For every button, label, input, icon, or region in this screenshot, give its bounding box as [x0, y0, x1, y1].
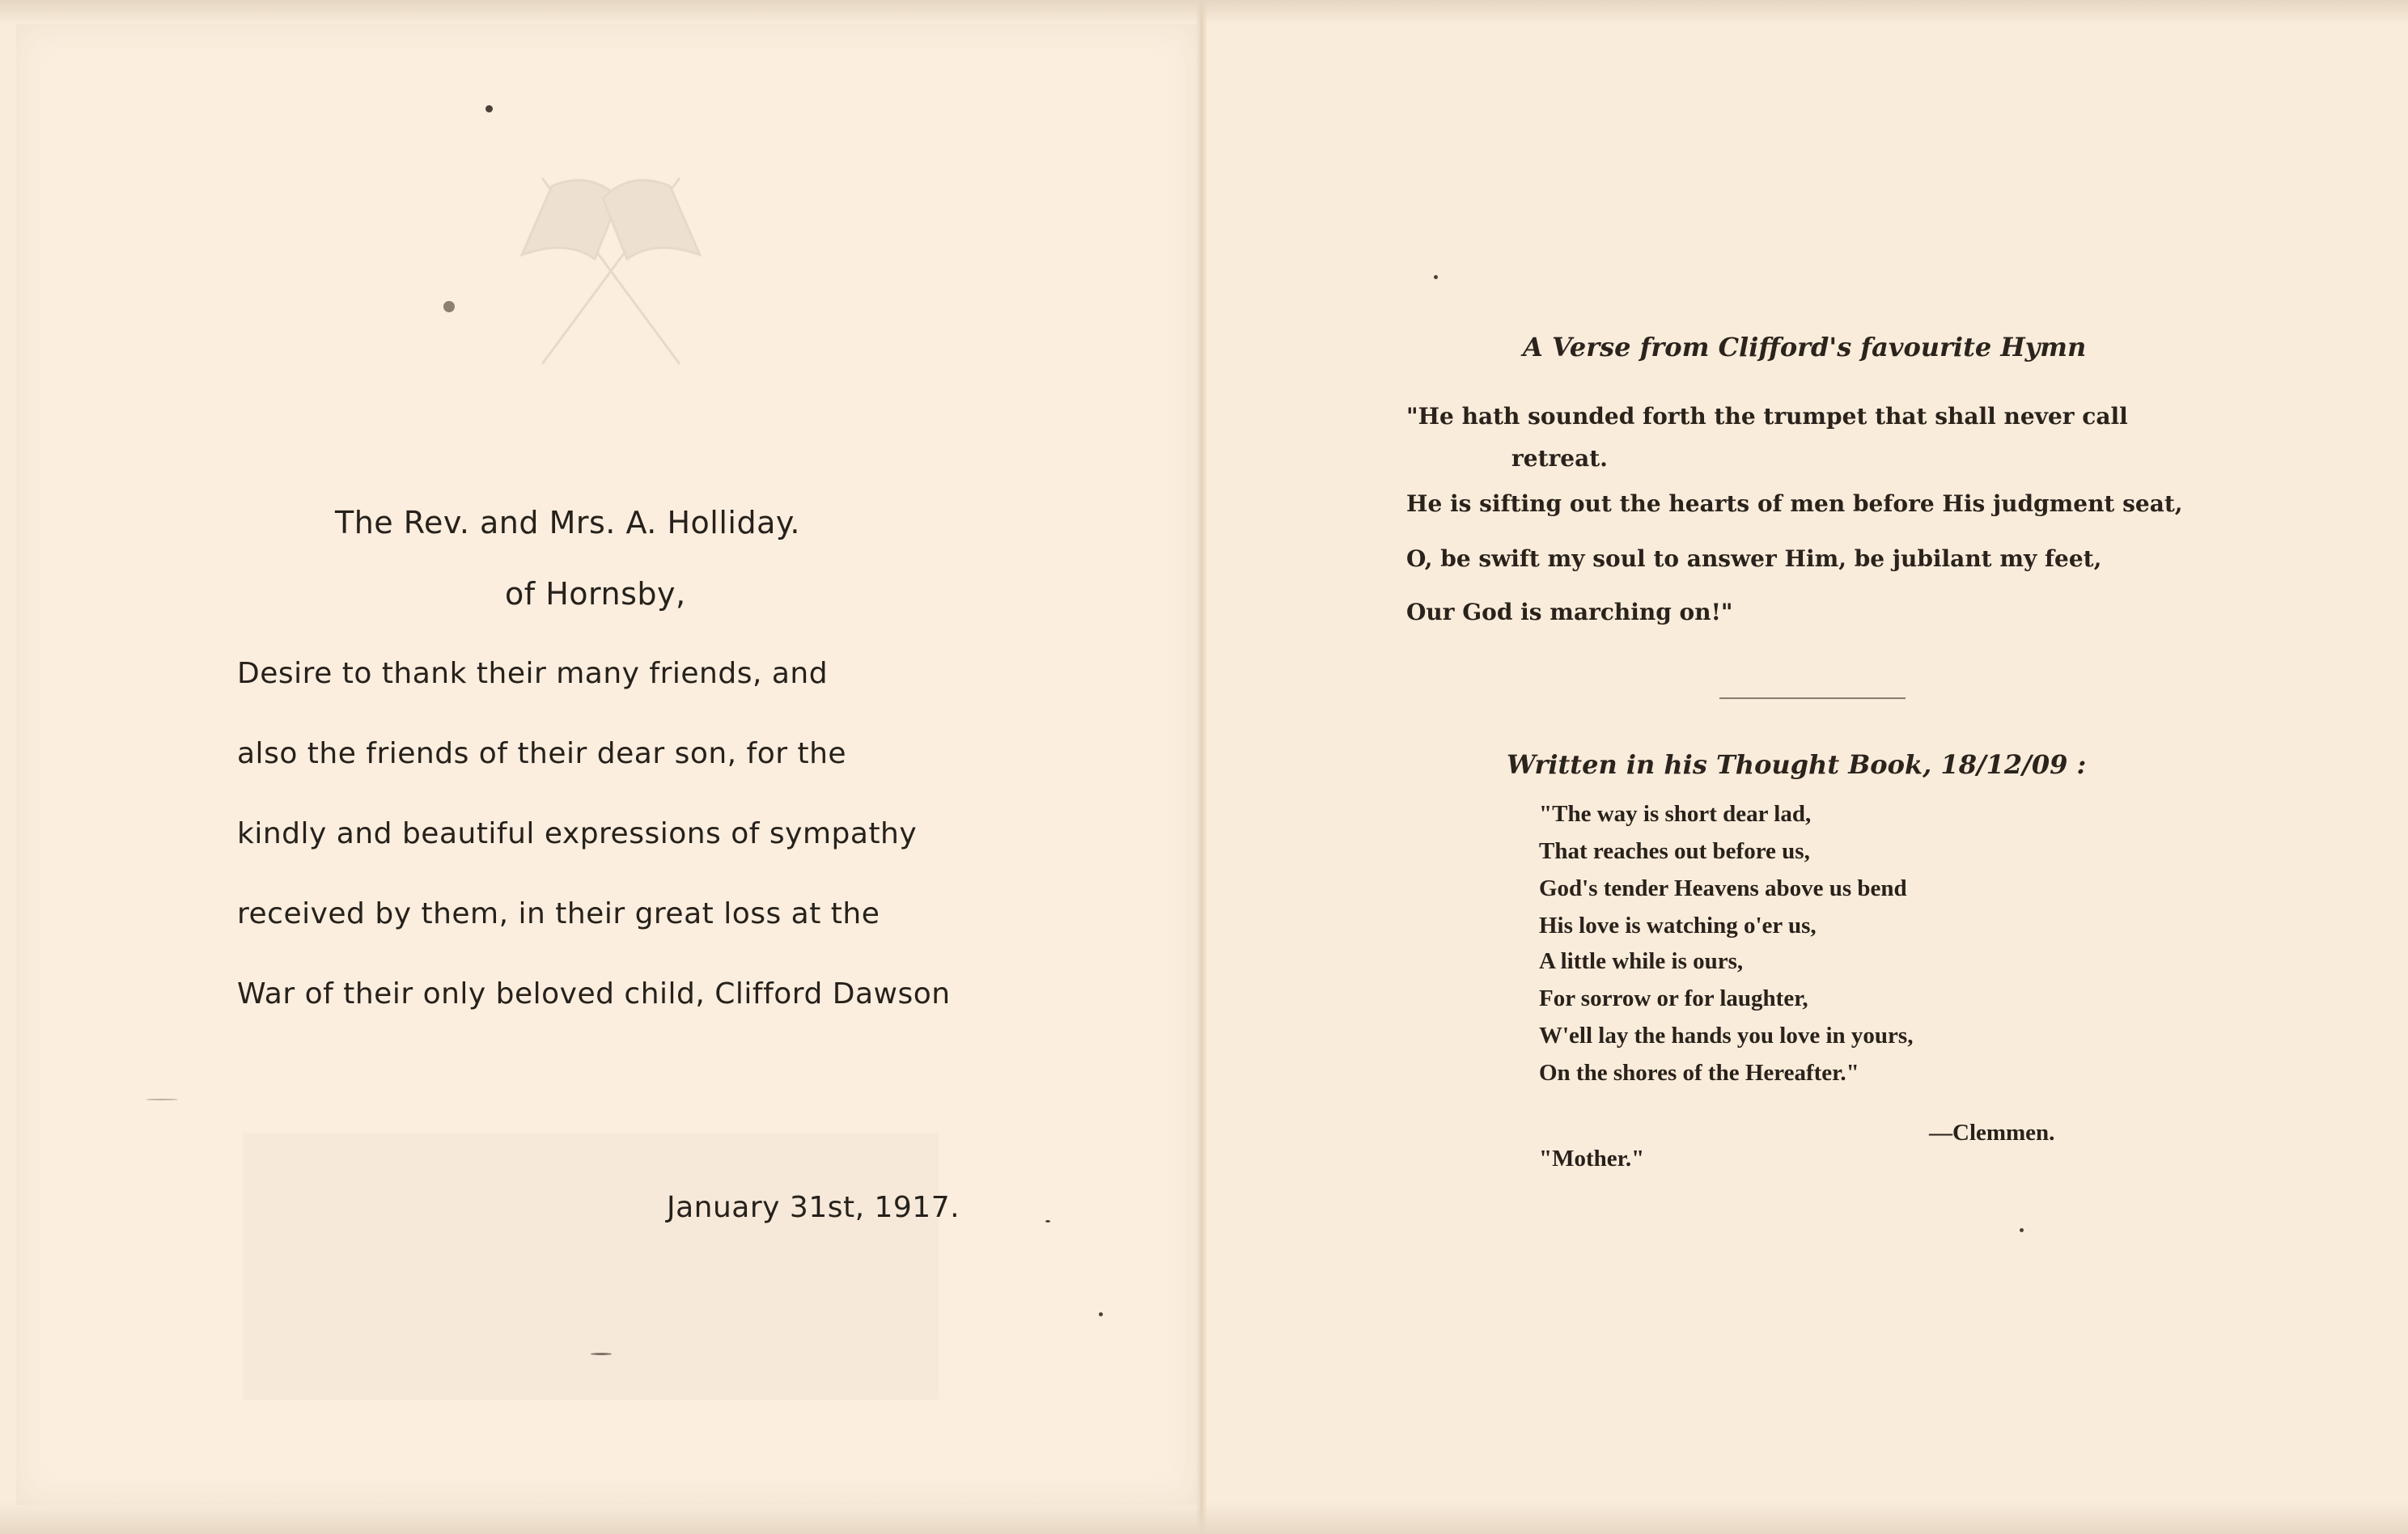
bottom-edge-shadow [0, 1502, 2408, 1534]
poem-attribution: —Clemmen. [1929, 1120, 2055, 1146]
card-date: January 31st, 1917. [667, 1191, 960, 1224]
paper-speck [146, 1099, 178, 1100]
poem-line: On the shores of the Hereafter." [1539, 1060, 1859, 1086]
top-edge-shadow [0, 0, 2408, 24]
paper-speck [1045, 1220, 1050, 1223]
poem-line: For sorrow or for laughter, [1539, 985, 1808, 1011]
crossed-flags-icon [477, 162, 744, 372]
parents-location-line: of Hornsby, [505, 576, 686, 612]
paper-speck [591, 1353, 612, 1355]
signature-mother: "Mother." [1539, 1146, 1645, 1172]
poem-line: "The way is short dear lad, [1539, 801, 1812, 827]
hymn-line: retreat. [1511, 445, 1608, 472]
paper-speck [443, 301, 455, 312]
paper-speck [1434, 275, 1438, 279]
fold-crease [1196, 0, 1207, 1534]
paper-speck [1099, 1312, 1103, 1316]
paper-speck [2020, 1228, 2024, 1232]
section-divider [1719, 697, 1906, 699]
thought-book-heading: Written in his Thought Book, 18/12/09 : [1507, 749, 2087, 780]
thanks-body-line: Desire to thank their many friends, and [237, 657, 829, 690]
bleed-through-panel [243, 1133, 939, 1400]
poem-line: W'ell lay the hands you love in yours, [1539, 1023, 1914, 1049]
thanks-body-line: also the friends of their dear son, for the [237, 737, 847, 770]
hymn-line: O, be swift my soul to answer Him, be jubilant my feet, [1406, 545, 2102, 572]
poem-line: God's tender Heavens above us bend [1539, 875, 1907, 901]
hymn-heading: A Verse from Clifford's favourite Hymn [1523, 332, 2087, 362]
poem-line: That reaches out before us, [1539, 838, 1810, 864]
hymn-line: Our God is marching on!" [1406, 599, 1733, 625]
hymn-line: "He hath sounded forth the trumpet that shall never call [1406, 403, 2128, 430]
parents-name-line: The Rev. and Mrs. A. Holliday. [335, 505, 800, 540]
thanks-body-line: received by them, in their great loss at the [237, 897, 880, 930]
poem-line: His love is watching o'er us, [1539, 913, 1817, 939]
thanks-body-line: War of their only beloved child, Clifford Dawson [237, 977, 951, 1011]
thanks-body-line: kindly and beautiful expressions of sympathy [237, 817, 918, 850]
paper-speck [485, 105, 493, 112]
poem-line: A little while is ours, [1539, 948, 1744, 974]
hymn-line: He is sifting out the hearts of men before His judgment seat, [1406, 490, 2183, 517]
